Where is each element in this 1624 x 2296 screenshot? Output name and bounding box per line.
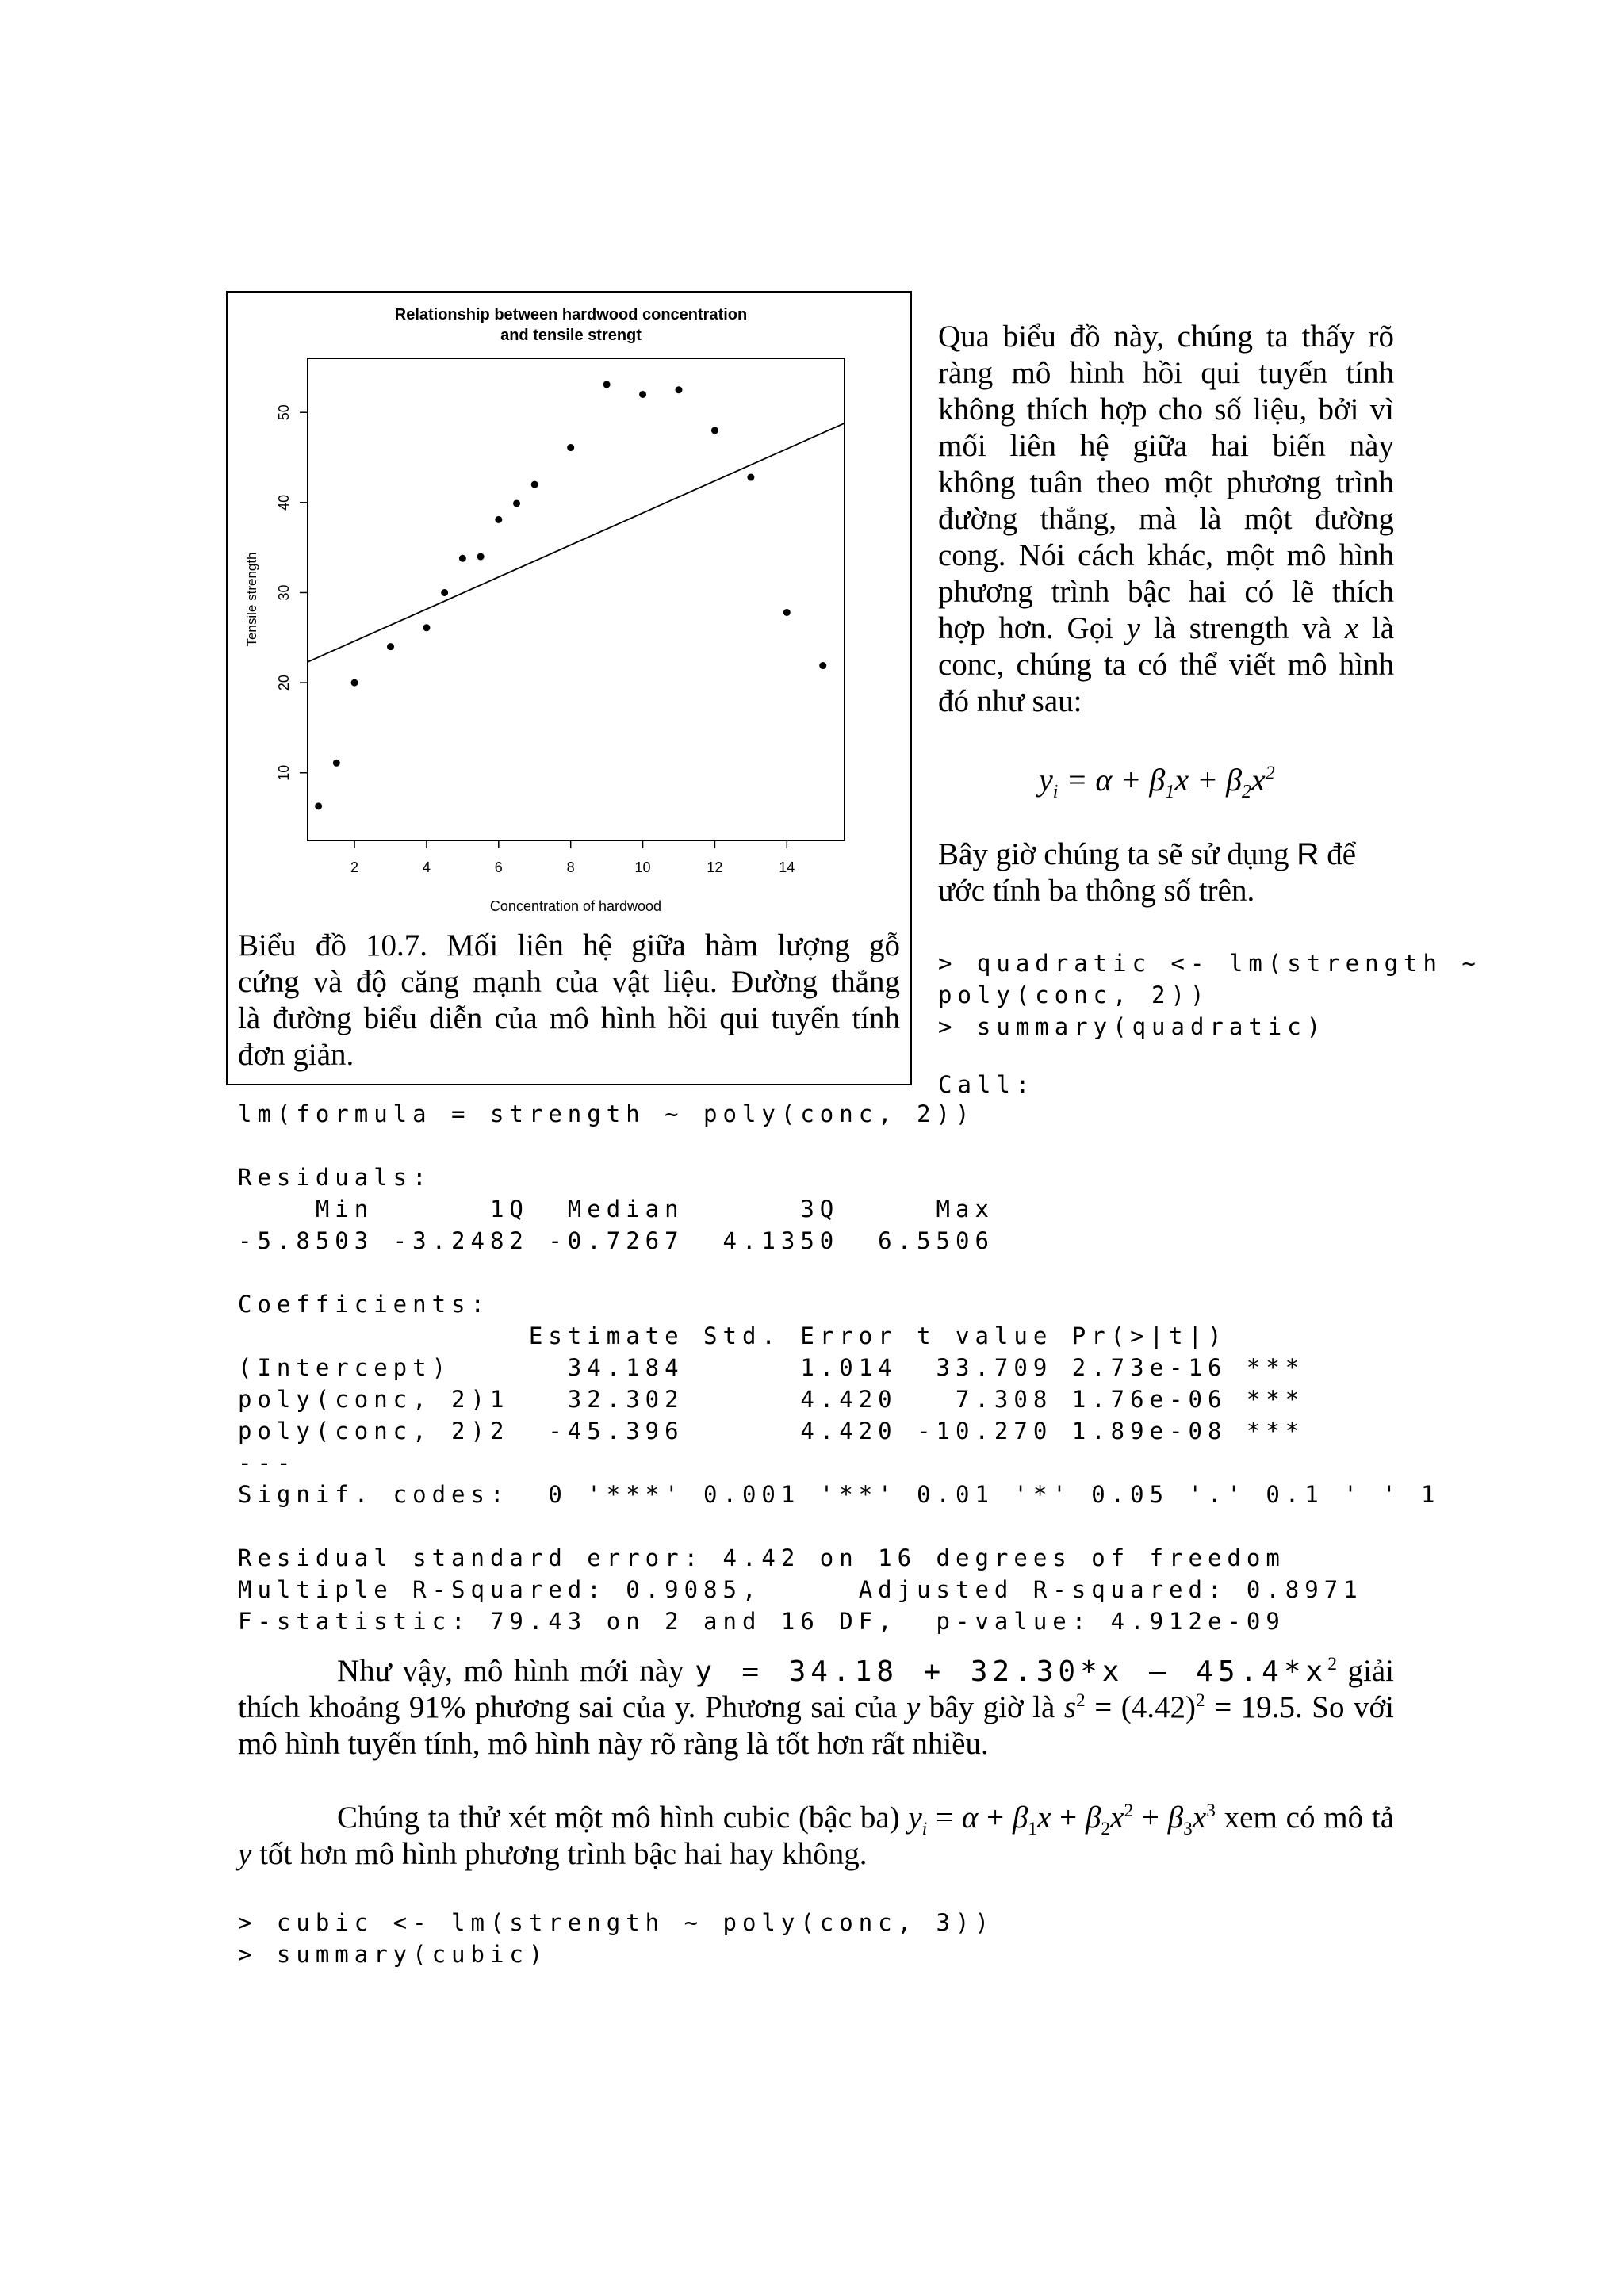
y-axis	[276, 404, 308, 781]
x-tick-label: 10	[634, 859, 651, 875]
x-axis-label: Concentration of hardwood	[489, 898, 662, 914]
data-point	[531, 481, 538, 488]
right-text-line: ràng mô hình hồi qui tuyến tính	[938, 356, 1394, 390]
chart-title-line2: and tensile strengt	[500, 327, 642, 344]
data-point	[423, 624, 430, 631]
x-tick-label: 6	[494, 859, 503, 875]
y-tick-label: 40	[276, 494, 292, 511]
text: = 19.5. So với mô hình tuyến tính, mô hình này rõ ràng là tốt hơn rất nhiều.	[238, 1690, 1394, 1761]
code-cubic: > cubic <- lm(strength ~ poly(conc, 3)) > summary(cubic)	[238, 1909, 994, 1968]
data-point	[639, 391, 646, 398]
y-tick-label: 30	[276, 584, 292, 601]
scatter-chart	[226, 291, 912, 933]
data-point	[675, 386, 682, 393]
x-tick-label: 12	[707, 859, 723, 875]
data-point	[387, 643, 394, 650]
code-call-label: Call:	[938, 1071, 1036, 1098]
data-point	[495, 516, 502, 523]
data-point	[819, 662, 826, 669]
data-point	[747, 474, 754, 481]
text: tốt hơn mô hình phương trình bậc hai hay không.	[251, 1837, 868, 1871]
y-tick-label: 10	[276, 764, 292, 781]
data-point	[441, 589, 448, 596]
right-text-line: phương trình bậc hai có lẽ thích	[938, 575, 1394, 609]
data-point	[783, 609, 791, 616]
data-point	[711, 427, 718, 434]
data-point	[459, 555, 466, 562]
right-text-line: Qua biểu đồ này, chúng ta thấy rõ	[938, 320, 1394, 354]
text: ước tính ba thông số trên.	[938, 874, 1255, 908]
paragraph-quadratic-result: Như vậy, mô hình mới này $y = 34.18 + 32.30*x - 45.4*x^2$ giải thích khoảng 91% phương sai của y. Phương sai của y bây giờ là $s^2 = (4.42)^2 = 19.5$. So với mô hình tuyến tính, mô hình này rõ ràng là tốt hơn rất nhiều.	[238, 1654, 1394, 1761]
plot-area	[308, 358, 845, 840]
right-text-line: đường thẳng, mà là một đường	[938, 502, 1394, 536]
text: = (4.42)	[1085, 1690, 1196, 1724]
data-points	[315, 381, 826, 809]
right-text-line: đó như sau:	[938, 684, 1082, 718]
text: Bây giờ chúng ta sẽ sử dụng	[938, 837, 1297, 871]
caption-line: cứng và độ căng mạnh của vật liệu. Đường thẳng	[238, 965, 900, 999]
data-point	[567, 444, 574, 451]
chart-title-line1: Relationship between hardwood concentration	[394, 306, 748, 323]
data-point	[513, 499, 520, 507]
regression-line-group	[308, 423, 845, 662]
right-column-text	[938, 319, 1394, 720]
data-point	[333, 760, 340, 767]
right-text-line: mối liên hệ giữa hai biến này	[938, 429, 1394, 463]
y-axis-label: Tensile strength	[244, 552, 259, 647]
right-text-line: hợp hơn. Gọi y là strength và x là	[938, 611, 1395, 645]
text: để	[1319, 837, 1357, 871]
y-tick-label: 50	[276, 404, 292, 421]
r-symbol: R	[1297, 837, 1320, 871]
caption-line: là đường biểu diễn của mô hình hồi qui tuyến tính	[238, 1001, 900, 1035]
data-point	[351, 679, 358, 687]
x-tick-label: 4	[422, 859, 431, 875]
inline-code: y = 34.18 + 32.30*x – 45.4*x	[695, 1655, 1328, 1688]
right-text-line: không thích hợp cho số liệu, bởi vì	[938, 392, 1394, 427]
quadratic-equation: $y_i = \alpha + \beta_1x + \beta_2x^2$	[1039, 762, 1275, 802]
text: giải thích khoảng 91% phương sai của y. Phương sai của	[238, 1654, 1394, 1724]
intro-r-paragraph	[938, 836, 1394, 909]
right-text-line: cong. Nói cách khác, một mô hình	[938, 538, 1394, 572]
data-point	[477, 553, 485, 561]
x-tick-label: 14	[779, 859, 795, 875]
paragraph-cubic: Chúng ta thử xét một mô hình cubic (bậc ba) $y_i = \alpha + \beta_1x + \beta_2x^2 + \beta_3x^3$ xem có mô tả y tốt hơn mô hình phương trình bậc hai hay không.	[238, 1800, 1395, 1871]
text: bây giờ là	[920, 1690, 1064, 1724]
data-point	[315, 802, 322, 809]
text: xem có mô tả	[1215, 1800, 1395, 1835]
text: Chúng ta thử xét một mô hình cubic (bậc ba)	[337, 1800, 909, 1835]
figure-caption	[238, 928, 900, 1073]
text: Như vậy, mô hình mới này	[337, 1654, 695, 1688]
right-text-line: conc, chúng ta có thể viết mô hình	[938, 648, 1394, 682]
regression-line	[308, 423, 845, 662]
caption-line: đơn giản.	[238, 1038, 354, 1072]
caption-line: Biểu đồ 10.7. Mối liên hệ giữa hàm lượng gỗ	[238, 928, 900, 962]
right-text-line: không tuân theo một phương trình	[938, 465, 1394, 499]
code-summary-output: lm(formula = strength ~ poly(conc, 2)) Residuals: Min 1Q Median 3Q Max -5.8503 -3.2482 -0.7267 4.1350 6.5506 Coefficients: Estimate Std. Error t value Pr(>|t|) (Intercept) 34.184 1.014 33.709 2.73e-16 *** poly(conc, 2)1 32.302 4.420 7.308 1.76e-06 *** poly(conc, 2)2 -45.396 4.420 -10.270 1.89e-08 *** --- Signif. codes: 0 '***' 0.001 '**' 0.01 '*' 0.05 '.' 0.1 ' ' 1 Residual standard error: 4.42 on 16 degrees of freedom Multiple R-Squared: 0.9085, Adjusted R-squared: 0.8971 F-statistic: 79.43 on 2 and 16 DF, p-value: 4.912e-09	[238, 1100, 1441, 1635]
code-quadratic: > quadratic <- lm(strength ~ poly(conc, 2)) > summary(quadratic)	[938, 950, 1481, 1040]
data-point	[603, 381, 611, 388]
x-axis	[350, 840, 795, 875]
x-tick-label: 2	[350, 859, 359, 875]
y-tick-label: 20	[276, 675, 292, 691]
x-tick-label: 8	[566, 859, 575, 875]
